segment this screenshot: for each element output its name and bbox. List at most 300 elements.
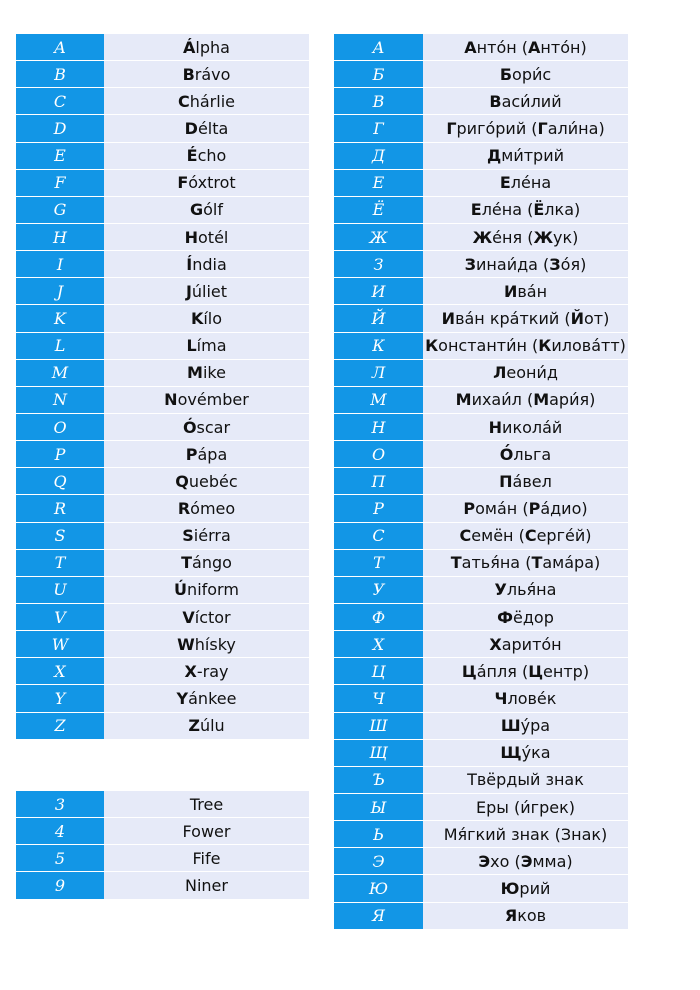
cyrillic-codeword-cell bbox=[423, 658, 628, 685]
number-pronunciation-body bbox=[16, 791, 309, 899]
codeword-initial: Р bbox=[528, 498, 541, 518]
codeword-initial: Н bbox=[488, 417, 503, 437]
codeword-initial: М bbox=[533, 390, 550, 410]
codeword-text: ари́я) bbox=[549, 390, 596, 410]
latin-codeword-cell bbox=[104, 223, 309, 250]
latin-row bbox=[16, 278, 309, 305]
number-letter-cell: 4 bbox=[16, 818, 104, 845]
latin-codeword-cell bbox=[104, 88, 309, 115]
cyrillic-codeword-cell bbox=[423, 34, 628, 61]
codeword-initial: X bbox=[184, 661, 197, 681]
latin-codeword-cell bbox=[104, 603, 309, 630]
cyrillic-row bbox=[334, 631, 628, 658]
latin-codeword-cell bbox=[104, 278, 309, 305]
codeword-initial: У bbox=[494, 580, 507, 600]
cyrillic-letter-cell: Ь bbox=[334, 821, 423, 848]
number-letter-cell: 9 bbox=[16, 872, 104, 899]
codeword-text: otél bbox=[198, 227, 229, 247]
latin-letter-cell: P bbox=[16, 441, 104, 468]
codeword-text: Еры (и́грек) bbox=[476, 797, 575, 817]
codeword-initial: И bbox=[441, 308, 456, 328]
cyrillic-letter-cell: М bbox=[334, 386, 423, 413]
latin-letter-cell: O bbox=[16, 413, 104, 440]
codeword-initial: S bbox=[182, 526, 194, 546]
cyrillic-row bbox=[334, 468, 628, 495]
codeword-text: ле́на bbox=[510, 173, 552, 193]
latin-letter-cell: X bbox=[16, 658, 104, 685]
cyrillic-alphabet-body bbox=[334, 34, 628, 929]
codeword-text: Niner bbox=[185, 875, 228, 895]
latin-alphabet-body bbox=[16, 34, 309, 739]
cyrillic-codeword-cell bbox=[423, 332, 628, 359]
cyrillic-row bbox=[334, 359, 628, 386]
cyrillic-letter-cell: Ц bbox=[334, 658, 423, 685]
cyrillic-row bbox=[334, 441, 628, 468]
latin-letter-cell: R bbox=[16, 495, 104, 522]
codeword-initial: N bbox=[164, 390, 178, 410]
codeword-text: Мя́гкий знак (Знак) bbox=[443, 824, 608, 844]
codeword-initial: С bbox=[524, 526, 537, 546]
codeword-initial: Z bbox=[188, 716, 200, 736]
latin-letter-cell: B bbox=[16, 61, 104, 88]
codeword-initial: Й bbox=[570, 308, 584, 328]
codeword-initial: Э bbox=[520, 851, 533, 871]
cyrillic-letter-cell: Д bbox=[334, 142, 423, 169]
codeword-text: uebéc bbox=[188, 471, 238, 491]
cyrillic-letter-cell: Х bbox=[334, 631, 423, 658]
latin-letter-cell: T bbox=[16, 549, 104, 576]
cyrillic-letter-cell: Ю bbox=[334, 875, 423, 902]
codeword-initial: W bbox=[177, 634, 195, 654]
latin-codeword-cell bbox=[104, 413, 309, 440]
cyrillic-codeword-cell bbox=[423, 685, 628, 712]
cyrillic-codeword-cell bbox=[423, 712, 628, 739]
codeword-text: rávo bbox=[194, 64, 231, 84]
codeword-initial: Р bbox=[463, 498, 476, 518]
codeword-text: scar bbox=[196, 417, 231, 437]
number-codeword-cell bbox=[104, 818, 309, 845]
codeword-text: о́я) bbox=[560, 254, 587, 274]
latin-row bbox=[16, 522, 309, 549]
codeword-initial: П bbox=[499, 471, 513, 491]
latin-letter-cell: E bbox=[16, 142, 104, 169]
latin-letter-cell: V bbox=[16, 603, 104, 630]
codeword-initial: Ц bbox=[461, 661, 477, 681]
codeword-text: ovémber bbox=[177, 390, 249, 410]
cyrillic-letter-cell: К bbox=[334, 332, 423, 359]
cyrillic-codeword-cell bbox=[423, 739, 628, 766]
cyrillic-row bbox=[334, 386, 628, 413]
codeword-initial: L bbox=[186, 336, 197, 356]
latin-codeword-cell bbox=[104, 169, 309, 196]
latin-row bbox=[16, 115, 309, 142]
codeword-text: Fife bbox=[192, 848, 221, 868]
cyrillic-codeword-cell bbox=[423, 305, 628, 332]
number-row bbox=[16, 818, 309, 845]
latin-letter-cell: N bbox=[16, 386, 104, 413]
cyrillic-row bbox=[334, 61, 628, 88]
cyrillic-codeword-cell bbox=[423, 522, 628, 549]
codeword-initial: Щ bbox=[500, 743, 522, 763]
codeword-text: от) bbox=[583, 308, 610, 328]
cyrillic-letter-cell: Ф bbox=[334, 603, 423, 630]
cyrillic-codeword-cell bbox=[423, 88, 628, 115]
codeword-text: арито́н bbox=[501, 634, 562, 654]
codeword-text: ерге́й) bbox=[536, 526, 592, 546]
cyrillic-codeword-cell bbox=[423, 902, 628, 929]
codeword-initial: K bbox=[190, 308, 204, 328]
latin-row bbox=[16, 142, 309, 169]
latin-row bbox=[16, 658, 309, 685]
cyrillic-row bbox=[334, 495, 628, 522]
codeword-text: лове́к bbox=[507, 688, 557, 708]
cyrillic-row bbox=[334, 115, 628, 142]
latin-row bbox=[16, 34, 309, 61]
codeword-initial: Y bbox=[176, 688, 189, 708]
latin-codeword-cell bbox=[104, 576, 309, 603]
latin-row bbox=[16, 169, 309, 196]
cyrillic-codeword-cell bbox=[423, 115, 628, 142]
latin-letter-cell: F bbox=[16, 169, 104, 196]
codeword-initial: D bbox=[184, 118, 198, 138]
codeword-initial: Ó bbox=[182, 417, 197, 437]
codeword-initial: C bbox=[177, 91, 190, 111]
latin-codeword-cell bbox=[104, 359, 309, 386]
latin-alphabet-table bbox=[16, 34, 309, 740]
codeword-initial: Ш bbox=[500, 716, 521, 736]
cyrillic-letter-cell: И bbox=[334, 278, 423, 305]
codeword-text: úlu bbox=[199, 716, 225, 736]
cyrillic-letter-cell: Л bbox=[334, 359, 423, 386]
cyrillic-row bbox=[334, 902, 628, 929]
cyrillic-codeword-cell bbox=[423, 603, 628, 630]
codeword-initial: Е bbox=[499, 173, 511, 193]
cyrillic-row bbox=[334, 522, 628, 549]
cyrillic-letter-cell: А bbox=[334, 34, 423, 61]
cyrillic-row bbox=[334, 576, 628, 603]
cyrillic-letter-cell: Н bbox=[334, 413, 423, 440]
latin-row bbox=[16, 413, 309, 440]
number-codeword-cell bbox=[104, 791, 309, 818]
cyrillic-row bbox=[334, 875, 628, 902]
codeword-initial: Á bbox=[183, 37, 196, 57]
codeword-text: лья́на bbox=[506, 580, 557, 600]
codeword-text: élta bbox=[197, 118, 229, 138]
cyrillic-letter-cell: Б bbox=[334, 61, 423, 88]
codeword-text: аси́лий bbox=[501, 91, 562, 111]
latin-codeword-cell bbox=[104, 305, 309, 332]
latin-codeword-cell bbox=[104, 142, 309, 169]
codeword-text: ílo bbox=[203, 308, 223, 328]
latin-row bbox=[16, 468, 309, 495]
cyrillic-letter-cell: Э bbox=[334, 848, 423, 875]
cyrillic-codeword-cell bbox=[423, 223, 628, 250]
latin-row bbox=[16, 441, 309, 468]
number-pronunciation-table bbox=[16, 791, 309, 900]
latin-letter-cell: U bbox=[16, 576, 104, 603]
codeword-text: iérra bbox=[193, 526, 231, 546]
cyrillic-letter-cell: Т bbox=[334, 549, 423, 576]
codeword-text: а́вел bbox=[512, 471, 552, 491]
cyrillic-row bbox=[334, 821, 628, 848]
cyrillic-letter-cell: Ы bbox=[334, 793, 423, 820]
cyrillic-letter-cell: Ж bbox=[334, 223, 423, 250]
cyrillic-letter-cell: Ё bbox=[334, 196, 423, 223]
cyrillic-row bbox=[334, 34, 628, 61]
codeword-text: ми́трий bbox=[501, 146, 564, 166]
latin-row bbox=[16, 712, 309, 739]
codeword-initial: Я bbox=[504, 906, 518, 926]
codeword-text: Tree bbox=[189, 794, 224, 814]
number-letter-cell: 5 bbox=[16, 845, 104, 872]
codeword-text: хо ( bbox=[490, 851, 521, 871]
latin-row bbox=[16, 495, 309, 522]
codeword-text: óxtrot bbox=[188, 173, 236, 193]
cyrillic-codeword-cell bbox=[423, 142, 628, 169]
number-row bbox=[16, 872, 309, 899]
codeword-text: -ray bbox=[196, 661, 229, 681]
codeword-text: niform bbox=[187, 580, 239, 600]
codeword-text: ike bbox=[202, 363, 226, 383]
cyrillic-row bbox=[334, 413, 628, 440]
codeword-initial: И bbox=[503, 281, 518, 301]
codeword-text: али́на) bbox=[547, 118, 605, 138]
latin-codeword-cell bbox=[104, 441, 309, 468]
cyrillic-row bbox=[334, 142, 628, 169]
latin-row bbox=[16, 196, 309, 223]
codeword-initial: Ц bbox=[528, 661, 544, 681]
cyrillic-row bbox=[334, 196, 628, 223]
latin-codeword-cell bbox=[104, 332, 309, 359]
latin-row bbox=[16, 251, 309, 278]
cyrillic-row bbox=[334, 88, 628, 115]
codeword-text: атья́на ( bbox=[461, 553, 532, 573]
cyrillic-codeword-cell bbox=[423, 413, 628, 440]
latin-row bbox=[16, 223, 309, 250]
codeword-initial: R bbox=[177, 498, 191, 518]
cyrillic-codeword-cell bbox=[423, 766, 628, 793]
cyrillic-codeword-cell bbox=[423, 468, 628, 495]
codeword-text: ори́с bbox=[512, 64, 552, 84]
cyrillic-row bbox=[334, 332, 628, 359]
latin-letter-cell: Z bbox=[16, 712, 104, 739]
codeword-text: икола́й bbox=[502, 417, 563, 437]
codeword-text: lpha bbox=[195, 37, 230, 57]
latin-row bbox=[16, 631, 309, 658]
codeword-text: hárlie bbox=[189, 91, 235, 111]
codeword-text: úliet bbox=[191, 281, 228, 301]
latin-letter-cell: H bbox=[16, 223, 104, 250]
codeword-initial: Т bbox=[531, 553, 543, 573]
codeword-initial: Ж bbox=[533, 227, 554, 247]
cyrillic-row bbox=[334, 223, 628, 250]
cyrillic-codeword-cell bbox=[423, 441, 628, 468]
latin-row bbox=[16, 88, 309, 115]
codeword-text: нто́н ( bbox=[476, 37, 529, 57]
codeword-initial: О́ bbox=[499, 444, 514, 464]
codeword-initial: Ф bbox=[497, 607, 513, 627]
codeword-text: hísky bbox=[194, 634, 236, 654]
cyrillic-row bbox=[334, 712, 628, 739]
latin-letter-cell: J bbox=[16, 278, 104, 305]
latin-letter-cell: Q bbox=[16, 468, 104, 495]
codeword-initial: С bbox=[459, 526, 472, 546]
codeword-text: ва́н кра́ткий ( bbox=[455, 308, 571, 328]
latin-letter-cell: Y bbox=[16, 685, 104, 712]
cyrillic-row bbox=[334, 685, 628, 712]
latin-codeword-cell bbox=[104, 386, 309, 413]
latin-codeword-cell bbox=[104, 34, 309, 61]
cyrillic-row bbox=[334, 848, 628, 875]
codeword-text: еони́д bbox=[506, 363, 558, 383]
cyrillic-letter-cell: Ъ bbox=[334, 766, 423, 793]
codeword-text: cho bbox=[197, 146, 227, 166]
codeword-text: лка) bbox=[544, 200, 581, 220]
latin-codeword-cell bbox=[104, 631, 309, 658]
latin-letter-cell: L bbox=[16, 332, 104, 359]
codeword-initial: Е bbox=[470, 200, 482, 220]
latin-codeword-cell bbox=[104, 685, 309, 712]
codeword-initial: К bbox=[425, 336, 439, 356]
latin-row bbox=[16, 576, 309, 603]
codeword-text: инаи́да ( bbox=[476, 254, 550, 274]
cyrillic-codeword-cell bbox=[423, 251, 628, 278]
cyrillic-codeword-cell bbox=[423, 386, 628, 413]
codeword-initial: Э bbox=[478, 851, 491, 871]
codeword-text: ómeo bbox=[190, 498, 236, 518]
cyrillic-letter-cell: У bbox=[334, 576, 423, 603]
number-codeword-cell bbox=[104, 872, 309, 899]
latin-codeword-cell bbox=[104, 61, 309, 88]
cyrillic-letter-cell: З bbox=[334, 251, 423, 278]
codeword-initial: T bbox=[181, 553, 193, 573]
latin-letter-cell: M bbox=[16, 359, 104, 386]
latin-codeword-cell bbox=[104, 251, 309, 278]
latin-letter-cell: D bbox=[16, 115, 104, 142]
codeword-initial: P bbox=[185, 444, 198, 464]
latin-row bbox=[16, 386, 309, 413]
cyrillic-codeword-cell bbox=[423, 848, 628, 875]
codeword-text: а́пля ( bbox=[476, 661, 529, 681]
cyrillic-row bbox=[334, 251, 628, 278]
codeword-text: риго́рий ( bbox=[456, 118, 538, 138]
cyrillic-row bbox=[334, 766, 628, 793]
codeword-initial: М bbox=[455, 390, 472, 410]
codeword-initial: З bbox=[464, 254, 477, 274]
codeword-initial: Ю bbox=[500, 878, 520, 898]
cyrillic-letter-cell: Я bbox=[334, 902, 423, 929]
number-row bbox=[16, 845, 309, 872]
latin-row bbox=[16, 549, 309, 576]
cyrillic-letter-cell: Й bbox=[334, 305, 423, 332]
codeword-text: Fower bbox=[182, 821, 231, 841]
codeword-initial: É bbox=[186, 146, 198, 166]
cyrillic-alphabet-table bbox=[334, 34, 628, 930]
codeword-text: ков bbox=[517, 906, 547, 926]
cyrillic-codeword-cell bbox=[423, 576, 628, 603]
cyrillic-row bbox=[334, 603, 628, 630]
cyrillic-row bbox=[334, 169, 628, 196]
codeword-initial: В bbox=[489, 91, 502, 111]
cyrillic-letter-cell: В bbox=[334, 88, 423, 115]
cyrillic-codeword-cell bbox=[423, 631, 628, 658]
codeword-initial: Ё bbox=[533, 200, 545, 220]
latin-letter-cell: S bbox=[16, 522, 104, 549]
cyrillic-row bbox=[334, 278, 628, 305]
cyrillic-row bbox=[334, 658, 628, 685]
codeword-text: илова́тт) bbox=[551, 336, 626, 356]
latin-row bbox=[16, 305, 309, 332]
codeword-text: емён ( bbox=[471, 526, 525, 546]
codeword-text: íma bbox=[196, 336, 227, 356]
codeword-text: Твёрдый знак bbox=[467, 770, 584, 790]
codeword-text: ápa bbox=[197, 444, 228, 464]
codeword-text: ólf bbox=[203, 200, 223, 220]
cyrillic-codeword-cell bbox=[423, 278, 628, 305]
codeword-text: ома́н ( bbox=[475, 498, 529, 518]
codeword-text: а́дио) bbox=[540, 498, 588, 518]
codeword-text: онстанти́н ( bbox=[438, 336, 539, 356]
codeword-initial: Ú bbox=[174, 580, 188, 600]
codeword-text: у́ка bbox=[521, 743, 551, 763]
latin-letter-cell: G bbox=[16, 196, 104, 223]
latin-letter-cell: A bbox=[16, 34, 104, 61]
cyrillic-letter-cell: Р bbox=[334, 495, 423, 522]
codeword-initial: Í bbox=[186, 254, 193, 274]
codeword-initial: А bbox=[528, 37, 541, 57]
cyrillic-codeword-cell bbox=[423, 495, 628, 522]
codeword-initial: Т bbox=[450, 553, 462, 573]
cyrillic-letter-cell: Е bbox=[334, 169, 423, 196]
codeword-text: мма) bbox=[532, 851, 573, 871]
codeword-initial: H bbox=[184, 227, 199, 247]
codeword-initial: V bbox=[182, 607, 195, 627]
codeword-text: у́ра bbox=[520, 716, 551, 736]
cyrillic-codeword-cell bbox=[423, 549, 628, 576]
codeword-text: ама́ра) bbox=[542, 553, 601, 573]
codeword-initial: Ч bbox=[494, 688, 508, 708]
codeword-initial: Х bbox=[489, 634, 502, 654]
number-codeword-cell bbox=[104, 845, 309, 872]
latin-codeword-cell bbox=[104, 115, 309, 142]
codeword-initial: J bbox=[185, 281, 192, 301]
codeword-initial: К bbox=[538, 336, 552, 356]
cyrillic-letter-cell: С bbox=[334, 522, 423, 549]
cyrillic-letter-cell: Ч bbox=[334, 685, 423, 712]
codeword-text: ángo bbox=[192, 553, 232, 573]
codeword-initial: Г bbox=[446, 118, 457, 138]
cyrillic-row bbox=[334, 549, 628, 576]
cyrillic-letter-cell: Щ bbox=[334, 739, 423, 766]
codeword-text: ук) bbox=[553, 227, 579, 247]
cyrillic-row bbox=[334, 305, 628, 332]
codeword-text: нто́н) bbox=[540, 37, 587, 57]
latin-codeword-cell bbox=[104, 549, 309, 576]
cyrillic-codeword-cell bbox=[423, 821, 628, 848]
codeword-initial: Д bbox=[487, 146, 502, 166]
cyrillic-letter-cell: О bbox=[334, 441, 423, 468]
latin-codeword-cell bbox=[104, 522, 309, 549]
codeword-initial: Ж bbox=[472, 227, 493, 247]
cyrillic-letter-cell: Ш bbox=[334, 712, 423, 739]
codeword-initial: З bbox=[549, 254, 561, 274]
latin-codeword-cell bbox=[104, 468, 309, 495]
codeword-initial: А bbox=[464, 37, 477, 57]
cyrillic-codeword-cell bbox=[423, 359, 628, 386]
cyrillic-row bbox=[334, 793, 628, 820]
cyrillic-codeword-cell bbox=[423, 793, 628, 820]
cyrillic-codeword-cell bbox=[423, 196, 628, 223]
